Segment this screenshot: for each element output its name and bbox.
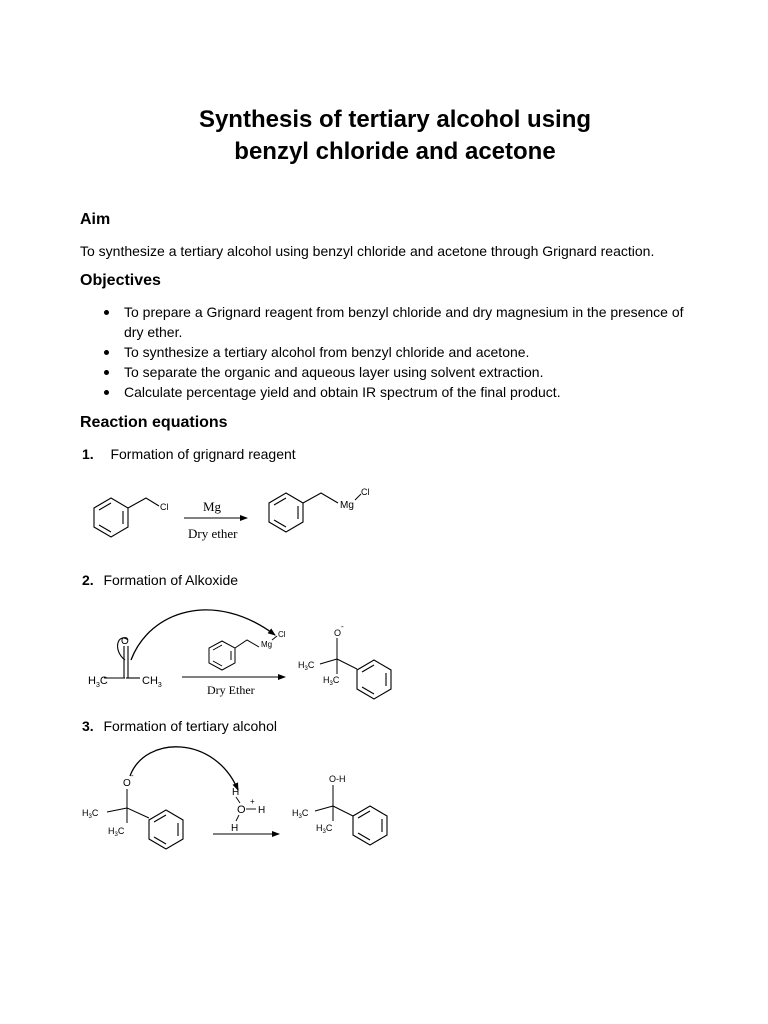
step-label: Formation of Alkoxide [103,572,239,588]
title-line-1: Synthesis of tertiary alcohol using [198,106,592,133]
charge-label: - [131,771,134,780]
step-number: 3. [82,718,94,734]
list-item: To separate the organic and aqueous layer using solvent extraction. [80,362,700,382]
methyl-group: $H_3C$ [316,823,333,835]
magnesium-label: Mg [261,640,273,649]
reagent-mg: Mg [203,499,222,514]
chlorine-label: Cl [361,487,370,497]
benzene-ring [357,660,391,699]
benzene-ring [94,498,128,537]
title-line-2: benzyl chloride and acetone [234,138,556,165]
methyl-group: $CH_3$ [142,675,162,689]
benzene-ring [353,806,387,845]
charge-label: - [341,622,344,631]
magnesium-label: Mg [340,500,354,511]
methyl-group: $H_3C$ [82,808,99,820]
chlorine-label: Cl [160,502,169,512]
reagent-dry-ether: Dry ether [188,526,238,541]
list-item: To prepare a Grignard reagent from benzyl chloride and dry magnesium in the presence of dry ether. [80,302,700,342]
scheme-3 [82,747,387,849]
reagent-dry-ether: Dry Ether [207,683,255,697]
carbonyl-oxygen: O [121,636,129,647]
benzene-ring [269,493,303,532]
benzene-ring [209,641,235,670]
step-number: 2. [82,572,94,588]
scheme-2 [88,610,391,699]
step-number: 1. [82,446,94,462]
chlorine-label: Cl [278,630,286,639]
methyl-group: $H_3C$ [298,660,315,672]
aim-heading: Aim [80,211,111,228]
oxygen-label: O [123,778,131,789]
hydrogen-label: H [232,787,240,798]
step-label: Formation of grignard reagent [110,446,296,462]
methyl-group: $H_3C$ [292,808,309,820]
aim-text: To synthesize a tertiary alcohol using benzyl chloride and acetone through Grignard reaction. [80,243,655,259]
reactions-heading: Reaction equations [80,414,228,431]
hydroxyl-label: O-H [329,774,346,784]
methyl-group: $H_3C$ [88,675,108,689]
hydrogen-label: H [231,823,239,834]
oxygen-label: O [237,804,246,816]
list-item: To synthesize a tertiary alcohol from benzyl chloride and acetone. [80,342,700,362]
hydrogen-label: H [258,805,266,816]
scheme-1 [94,487,370,541]
methyl-group: $H_3C$ [323,675,340,687]
oxygen-label: O [334,628,342,638]
step-label: Formation of tertiary alcohol [103,718,277,734]
benzene-ring [149,810,183,849]
curved-arrow [131,610,275,660]
curved-arrow [130,747,238,790]
list-item: Calculate percentage yield and obtain IR spectrum of the final product. [80,382,700,402]
methyl-group: $H_3C$ [108,826,125,838]
charge-label: + [250,797,255,806]
objectives-heading: Objectives [80,272,161,289]
